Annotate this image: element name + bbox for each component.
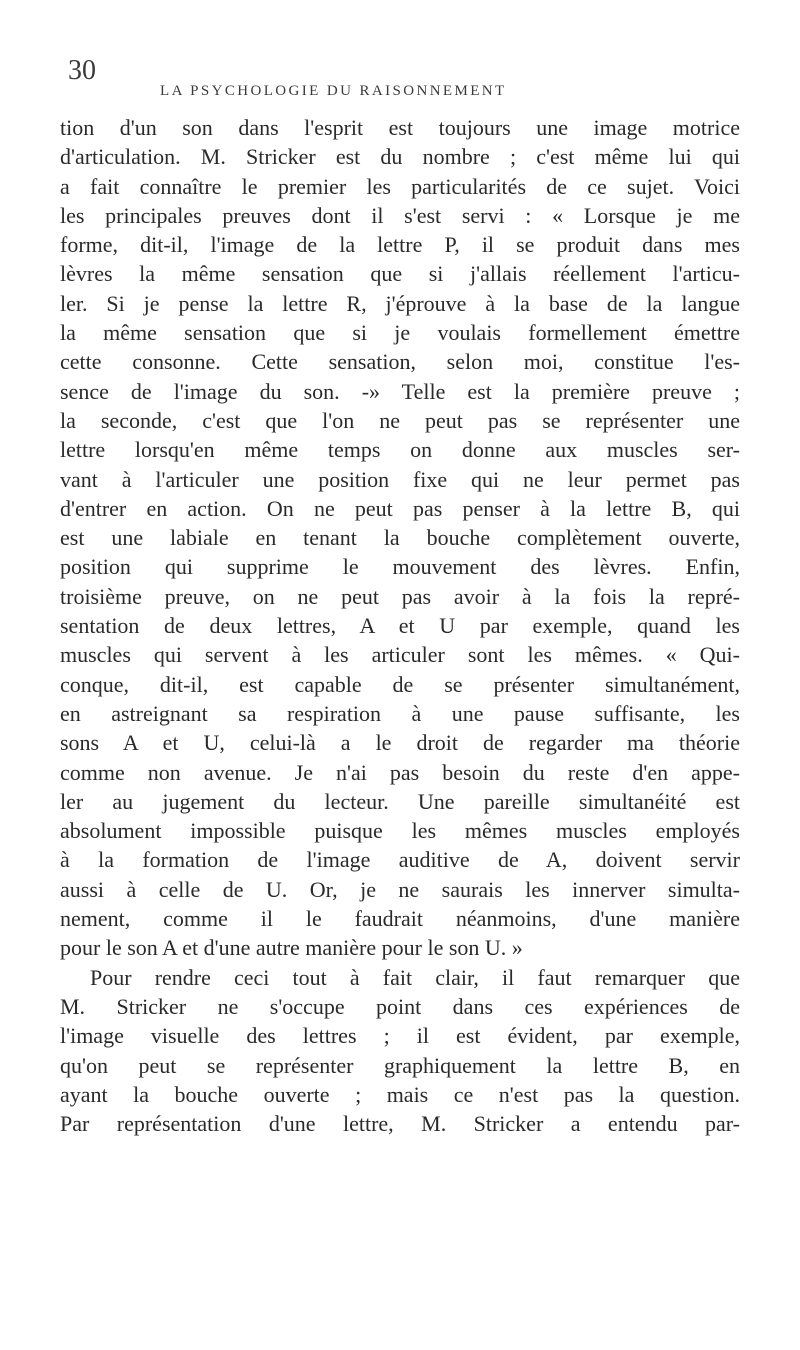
- text-line: ler au jugement du lecteur. Une pareille simultanéité est: [60, 788, 740, 814]
- text-line: l'image visuelle des lettres ; il est évident, par exemple,: [60, 1023, 740, 1049]
- text-line: comme non avenue. Je n'ai pas besoin du reste d'en appe-: [60, 759, 740, 785]
- text-line: à la formation de l'image auditive de A, doivent servir: [60, 847, 740, 873]
- text-line: sons A et U, celui-là a le droit de regarder ma théorie: [60, 730, 740, 756]
- text-line: d'entrer en action. On ne peut pas penser à la lettre B, qui: [60, 495, 740, 521]
- text-line: sentation de deux lettres, A et U par exemple, quand les: [60, 613, 740, 639]
- text-line: ayant la bouche ouverte ; mais ce n'est pas la question.: [60, 1081, 740, 1107]
- running-head: LA PSYCHOLOGIE DU RAISONNEMENT: [160, 83, 507, 99]
- text-line: conque, dit-il, est capable de se présenter simultanément,: [60, 671, 740, 697]
- text-line: lettre lorsqu'en même temps on donne aux muscles ser-: [60, 437, 740, 463]
- text-line: lèvres la même sensation que si j'allais réellement l'articu-: [60, 261, 740, 287]
- text-line: Par représentation d'une lettre, M. Stricker a entendu par-: [60, 1111, 740, 1137]
- text-line: a fait connaître le premier les particularités de ce sujet. Voici: [60, 173, 740, 199]
- text-line: sence de l'image du son. -» Telle est la première preuve ;: [60, 378, 740, 404]
- text-line: d'articulation. M. Stricker est du nombre ; c'est même lui qui: [60, 144, 740, 170]
- text-line: vant à l'articuler une position fixe qui ne leur permet pas: [60, 466, 740, 492]
- text-line: la même sensation que si je voulais formellement émettre: [60, 320, 740, 346]
- text-line: tion d'un son dans l'esprit est toujours une image motrice: [60, 115, 740, 140]
- text-line: absolument impossible puisque les mêmes muscles employés: [60, 818, 740, 844]
- page-number: 30: [68, 55, 96, 86]
- text-line: position qui supprime le mouvement des lèvres. Enfin,: [60, 554, 740, 580]
- text-line: muscles qui servent à les articuler sont les mêmes. « Qui-: [60, 642, 740, 668]
- text-line: Pour rendre ceci tout à fait clair, il faut remarquer que: [90, 964, 740, 990]
- text-line: M. Stricker ne s'occupe point dans ces expériences de: [60, 993, 740, 1019]
- text-line: la seconde, c'est que l'on ne peut pas se représenter une: [60, 407, 740, 433]
- text-line: ler. Si je pense la lettre R, j'éprouve à la base de la langue: [60, 290, 740, 316]
- text-line: qu'on peut se représenter graphiquement la lettre B, en: [60, 1052, 740, 1078]
- text-line: nement, comme il le faudrait néanmoins, d'une manière: [60, 906, 740, 932]
- body-text: [60, 113, 740, 1138]
- text-line: pour le son A et d'une autre manière pour le son U. »: [60, 935, 523, 961]
- text-line: les principales preuves dont il s'est servi : « Lorsque je me: [60, 202, 740, 228]
- text-line: troisième preuve, on ne peut pas avoir à la fois la repré-: [60, 583, 740, 609]
- text-line: aussi à celle de U. Or, je ne saurais les innerver simulta-: [60, 876, 740, 902]
- text-line: forme, dit-il, l'image de la lettre P, il se produit dans mes: [60, 232, 740, 258]
- text-line: en astreignant sa respiration à une pause suffisante, les: [60, 700, 740, 726]
- text-line: cette consonne. Cette sensation, selon moi, constitue l'es-: [60, 349, 740, 375]
- text-line: est une labiale en tenant la bouche complètement ouverte,: [60, 525, 740, 551]
